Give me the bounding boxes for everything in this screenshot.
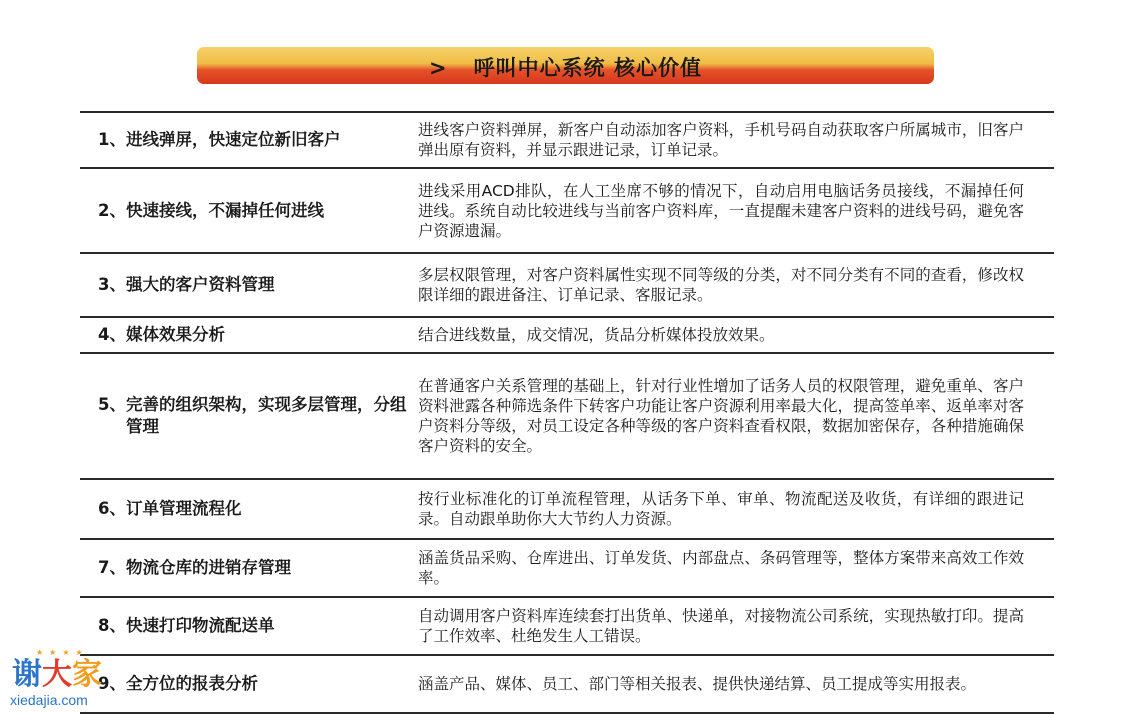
stars-icon: ★★★★: [36, 648, 89, 657]
feature-description: 自动调用客户资料库连续套打出货单、快递单，对接物流公司系统，实现热敏打印。提高了工作效率、杜绝发生人工错误。: [418, 607, 1024, 645]
feature-number: 1、: [98, 130, 126, 149]
feature-label: 强大的客户资料管理: [125, 275, 275, 294]
feature-number: 2、: [98, 200, 126, 220]
feature-number: 4、: [98, 325, 126, 344]
table-row: [80, 480, 1054, 540]
feature-label: 媒体效果分析: [125, 325, 225, 344]
feature-description: 涵盖产品、媒体、员工、部门等相关报表、提供快递结算、员工提成等实用报表。: [418, 675, 977, 693]
feature-description: 结合进线数量，成交情况，货品分析媒体投放效果。: [418, 326, 775, 344]
table-row: [80, 111, 1054, 169]
table-row: [80, 169, 1054, 254]
feature-name: [80, 615, 418, 637]
logo-url: xiedajia.com: [10, 692, 88, 708]
feature-description: 涵盖货品采购、仓库进出、订单发货、内部盘点、条码管理等，整体方案带来高效工作效率。: [418, 549, 1024, 587]
feature-number: 3、: [98, 275, 126, 294]
arrow-icon: >: [429, 56, 448, 80]
table-row: [80, 598, 1054, 656]
feature-name: [80, 394, 418, 438]
feature-label: 订单管理流程化: [125, 499, 242, 518]
feature-name: [80, 498, 418, 520]
feature-number: 6、: [98, 499, 126, 518]
feature-name: [80, 673, 418, 695]
feature-description: 进线采用ACD排队，在人工坐席不够的情况下，自动启用电脑话务员接线，不漏掉任何进线。系统自动比较进线与当前客户资料库，一直提醒未建客户资料的进线号码，避免客户资源遗漏。: [418, 181, 1024, 240]
feature-name: [80, 129, 418, 151]
feature-name: [80, 324, 418, 346]
feature-name: [80, 557, 418, 579]
logo-char: 谢: [12, 657, 42, 692]
logo-characters: [12, 658, 102, 692]
banner-title: [197, 52, 934, 82]
table-row: [80, 254, 1054, 318]
feature-label: 快速接线，不漏掉任何进线: [125, 200, 324, 220]
feature-table: [80, 111, 1054, 714]
feature-description: 进线客户资料弹屏，新客户自动添加客户资料，手机号码自动获取客户所属城市，旧客户弹出原有资料，并显示跟进记录，订单记录。: [418, 121, 1024, 159]
feature-label: 物流仓库的进销存管理: [125, 558, 291, 577]
feature-number: 8、: [98, 616, 126, 635]
feature-label: 完善的组织架构，实现多层管理，分组管理: [125, 395, 407, 436]
table-row: [80, 318, 1054, 354]
table-row: [80, 656, 1054, 714]
watermark-logo: [6, 648, 118, 710]
feature-description: 按行业标准化的订单流程管理，从话务下单、审单、物流配送及收货，有详细的跟进记录。自动跟单助你大大节约人力资源。: [418, 490, 1024, 528]
feature-name: [80, 274, 418, 296]
feature-name: [80, 200, 418, 222]
feature-label: 全方位的报表分析: [125, 674, 258, 693]
table-row: [80, 540, 1054, 598]
logo-char: 大: [42, 657, 72, 692]
table-row: [80, 354, 1054, 480]
title-banner: [197, 47, 934, 84]
banner-title-text: 呼叫中心系统 核心价值: [473, 56, 702, 80]
feature-description: 在普通客户关系管理的基础上，针对行业性增加了话务人员的权限管理，避免重单、客户资料泄露各种筛选条件下转客户功能让客户资源利用率最大化，提高签单率、返单率对客户资料分等级，对员工设定各种等级的客户资料查看权限，数据加密保存，各种措施确保客户资料的安全。: [418, 377, 1024, 455]
feature-description: 多层权限管理，对客户资料属性实现不同等级的分类，对不同分类有不同的查看，修改权限详细的跟进备注、订单记录、客服记录。: [418, 266, 1024, 304]
logo-char: 家: [72, 657, 102, 692]
feature-number: 9、: [98, 674, 126, 693]
feature-number: 7、: [98, 558, 126, 577]
feature-number: 5、: [98, 395, 126, 414]
feature-label: 快速打印物流配送单: [125, 616, 275, 635]
feature-label: 进线弹屏，快速定位新旧客户: [125, 130, 341, 149]
